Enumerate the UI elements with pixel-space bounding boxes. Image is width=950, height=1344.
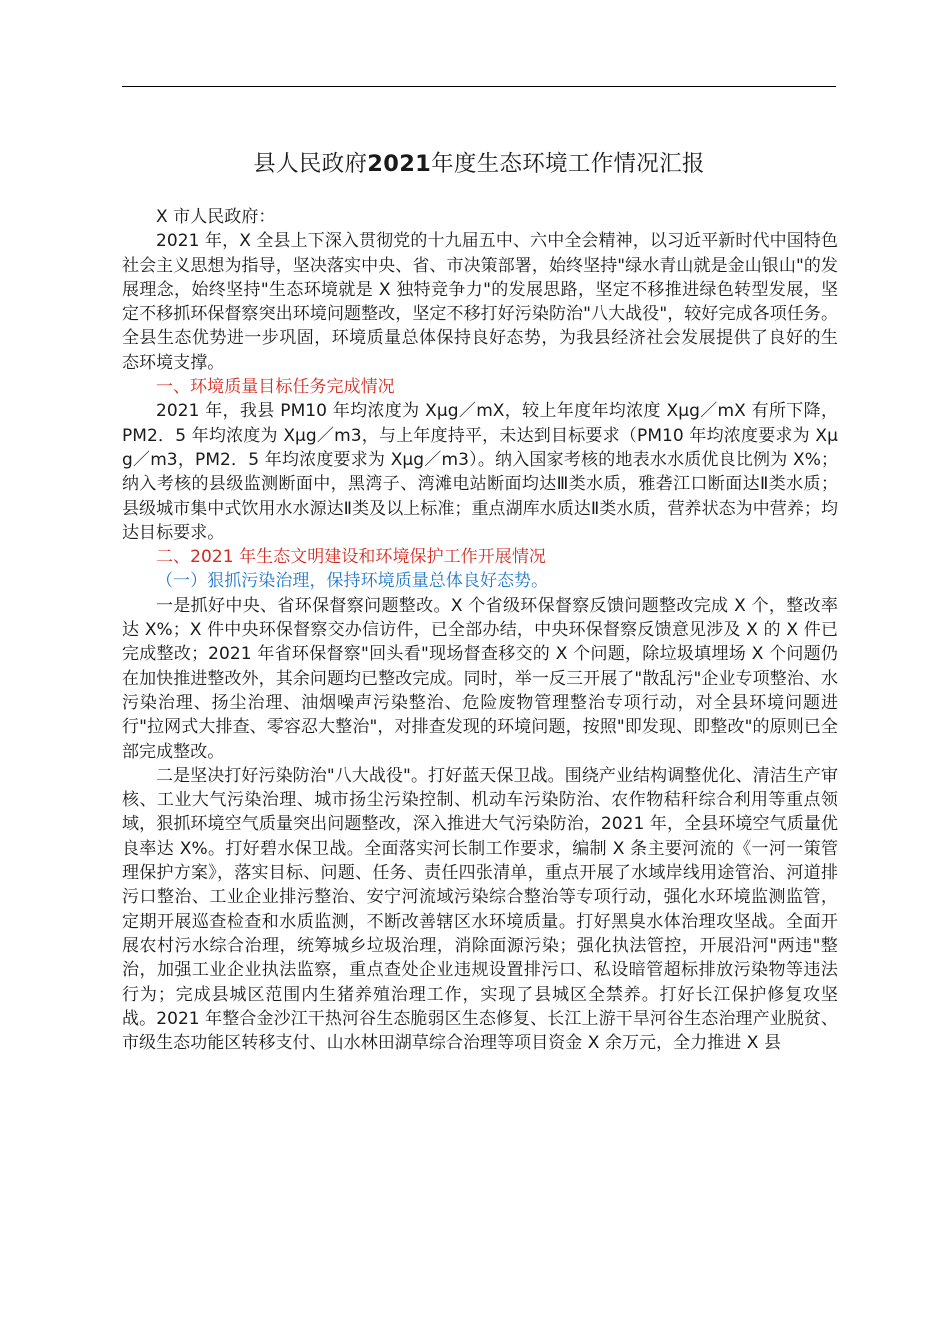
section1-paragraph: 2021 年，我县 PM10 年均浓度为 Xμg／mX，较上年度年均浓度 Xμg／mX 有所下降，PM2．5 年均浓度为 Xμg／m3，与上年度持平，未达到目标要求（PM10 年均浓度要求为 Xμg／m3，PM2．5 年均浓度要求为 Xμg／m3）。纳入国家考核的地表水水质优良比例为 X%；纳入考核的县级监测断面中，黑湾子、湾滩电站断面均达Ⅲ类水质，雅砻江口断面达Ⅱ类水质；县级城市集中式饮用水水源达Ⅱ类及以上标准；重点湖库水质达Ⅱ类水质，营养状态为中营养；均达目标要求。 xyxy=(122,401,838,543)
salutation: X 市人民政府： xyxy=(156,207,276,227)
title-suffix: 年度生态环境工作情况汇报 xyxy=(431,151,705,177)
document-body xyxy=(122,205,838,1055)
section2-heading: 二、2021 年生态文明建设和环境保护工作开展情况 xyxy=(156,547,546,568)
intro-paragraph: 2021 年，X 全县上下深入贯彻党的十九届五中、六中全会精神，以习近平新时代中国特色社会主义思想为指导，坚决落实中央、省、市决策部署，始终坚持"绿水青山就是金山银山"的发展理念，始终坚持"生态环境就是 X 独特竞争力"的发展思路，坚定不移推进绿色转型发展，坚定不移抓环保督察突出环境问题整改，坚定不移打好污染防治"八大战役"，较好完成各项任务。全县生态优势进一步巩固，环境质量总体保持良好态势，为我县经济社会发展提供了良好的生态环境支撑。 xyxy=(122,231,838,373)
header-rule xyxy=(122,86,836,87)
section2-paragraph-2: 二是坚决打好污染防治"八大战役"。打好蓝天保卫战。围绕产业结构调整优化、清洁生产审核、工业大气污染治理、城市扬尘污染控制、机动车污染防治、农作物秸秆综合利用等重点领域，狠抓环境空气质量突出问题整改，深入推进大气污染防治，2021 年，全县环境空气质量优良率达 X%。打好碧水保卫战。全面落实河长制工作要求，编制 X 条主要河流的《一河一策管理保护方案》，落实目标、问题、任务、责任四张清单，重点开展了水域岸线用途管治、河道排污口整治、工业企业排污整治、安宁河流域污染综合整治等专项行动，强化水环境监测监管，定期开展巡查检查和水质监测，不断改善辖区水环境质量。打好黑臭水体治理攻坚战。全面开展农村污水综合治理，统筹城乡垃圾治理，消除面源污染；强化执法管控，开展沿河"两违"整治，加强工业企业执法监察，重点查处企业违规设置排污口、私设暗管超标排放污染物等违法行为；完成县城区范围内生猪养殖治理工作，实现了县城区全禁养。打好长江保护修复攻坚战。2021 年整合金沙江干热河谷生态脆弱区生态修复、长江上游干旱河谷生态治理产业脱贫、市级生态功能区转移支付、山水林田湖草综合治理等项目资金 X 余万元，全力推进 X 县 xyxy=(122,765,838,1054)
section2-subheading-1: （一）狠抓污染治理，保持环境质量总体良好态势。 xyxy=(156,571,549,592)
title-year: 2021 xyxy=(367,151,432,177)
document-title xyxy=(122,148,836,180)
section2-paragraph-1: 一是抓好中央、省环保督察问题整改。X 个省级环保督察反馈问题整改完成 X 个，整改率达 X%；X 件中央环保督察交办信访件，已全部办结，中央环保督察反馈意见涉及 X 的 X 件已完成整改；2021 年省环保督察"回头看"现场督查移交的 X 个问题，除垃圾填埋场 X 个问题仍在加快推进整改外，其余问题均已整改完成。同时，举一反三开展了"散乱污"企业专项整治、水污染治理、扬尘治理、油烟噪声污染整治、危险废物管理整治专项行动，对全县环境问题进行"拉网式大排查、零容忍大整治"，对排查发现的环境问题，按照"即发现、即整改"的原则已全部完成整改。 xyxy=(122,595,838,762)
title-prefix: 县人民政府 xyxy=(253,151,368,177)
section1-heading: 一、环境质量目标任务完成情况 xyxy=(156,377,395,398)
